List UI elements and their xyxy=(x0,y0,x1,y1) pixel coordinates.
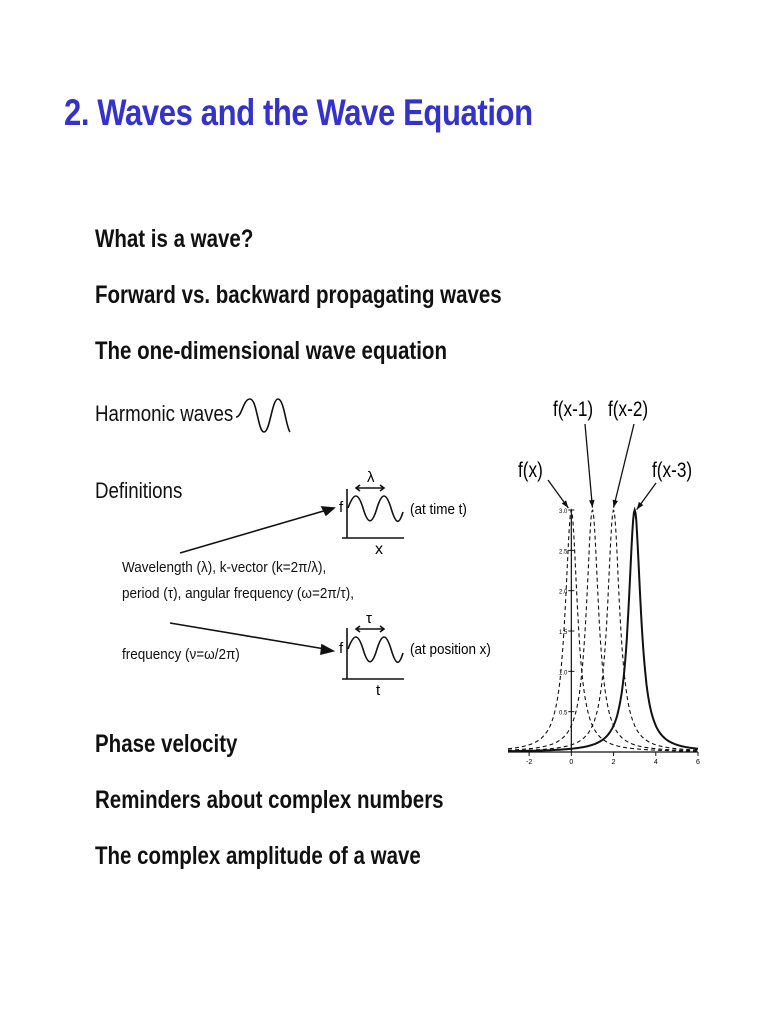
space-axis-label: f xyxy=(339,499,344,516)
topic-what-is-wave: What is a wave? xyxy=(95,225,254,253)
y-tick-label: 1.0 xyxy=(558,670,568,677)
pulse-curve-fx1 xyxy=(508,510,698,751)
time-note: (at position x) xyxy=(410,641,491,659)
pulse-label-arrow xyxy=(614,424,634,508)
pulse-label-arrowhead xyxy=(637,502,644,510)
y-tick-label: 3.0 xyxy=(558,509,568,515)
space-x-label: x xyxy=(375,541,383,558)
pulse-label-fx3: f(x-3) xyxy=(652,459,693,483)
time-t-label: t xyxy=(376,682,381,699)
definitions-label: Definitions xyxy=(95,478,183,503)
harmonic-wave-icon xyxy=(236,399,290,432)
x-tick-label: 0 xyxy=(569,759,574,766)
topic-complex-numbers: Reminders about complex numbers xyxy=(95,786,444,814)
pulse-chart xyxy=(508,399,700,766)
pulse-curve-fx2 xyxy=(508,510,698,751)
pulse-curve-fx xyxy=(508,510,698,751)
y-tick-label: 1.5 xyxy=(558,630,568,636)
topic-phase-velocity: Phase velocity xyxy=(95,730,238,758)
topic-forward-backward: Forward vs. backward propagating waves xyxy=(95,281,502,309)
wavelength-symbol: λ xyxy=(367,469,375,486)
x-tick-label: 2 xyxy=(611,759,616,766)
pulse-label-fx1: f(x-1) xyxy=(553,398,594,422)
x-tick-label: 4 xyxy=(653,759,658,766)
pulse-label-fx2: f(x-2) xyxy=(608,398,649,422)
time-axis-label: f xyxy=(339,640,344,657)
definition-line-2: period (τ), angular frequency (ω=2π/τ), xyxy=(122,585,355,602)
definition-line-1: Wavelength (λ), k-vector (k=2π/λ), xyxy=(122,559,327,576)
space-note: (at time t) xyxy=(410,501,467,519)
topic-wave-equation: The one-dimensional wave equation xyxy=(95,337,447,365)
slide-title: 2. Waves and the Wave Equation xyxy=(64,92,533,133)
topic-complex-amplitude: The complex amplitude of a wave xyxy=(95,842,421,870)
definition-arrows xyxy=(170,507,334,654)
y-tick-label: 2.0 xyxy=(558,589,568,596)
time-wave-diagram xyxy=(342,626,404,679)
y-tick-label: 2.5 xyxy=(558,549,568,556)
pulse-label-arrowhead xyxy=(562,500,569,508)
space-wave-diagram xyxy=(342,485,404,538)
harmonic-waves-label: Harmonic waves xyxy=(95,401,234,426)
pulse-label-fx: f(x) xyxy=(518,459,543,483)
pulse-curve-fx3 xyxy=(508,510,698,751)
pulse-label-arrow xyxy=(585,424,592,508)
pulse-label-arrowhead xyxy=(613,500,618,508)
x-tick-label: 6 xyxy=(696,759,700,766)
period-symbol: τ xyxy=(366,610,372,627)
y-tick-label: 0.5 xyxy=(558,710,568,717)
x-tick-label: -2 xyxy=(525,759,533,766)
definition-line-3: frequency (ν=ω/2π) xyxy=(122,646,240,663)
